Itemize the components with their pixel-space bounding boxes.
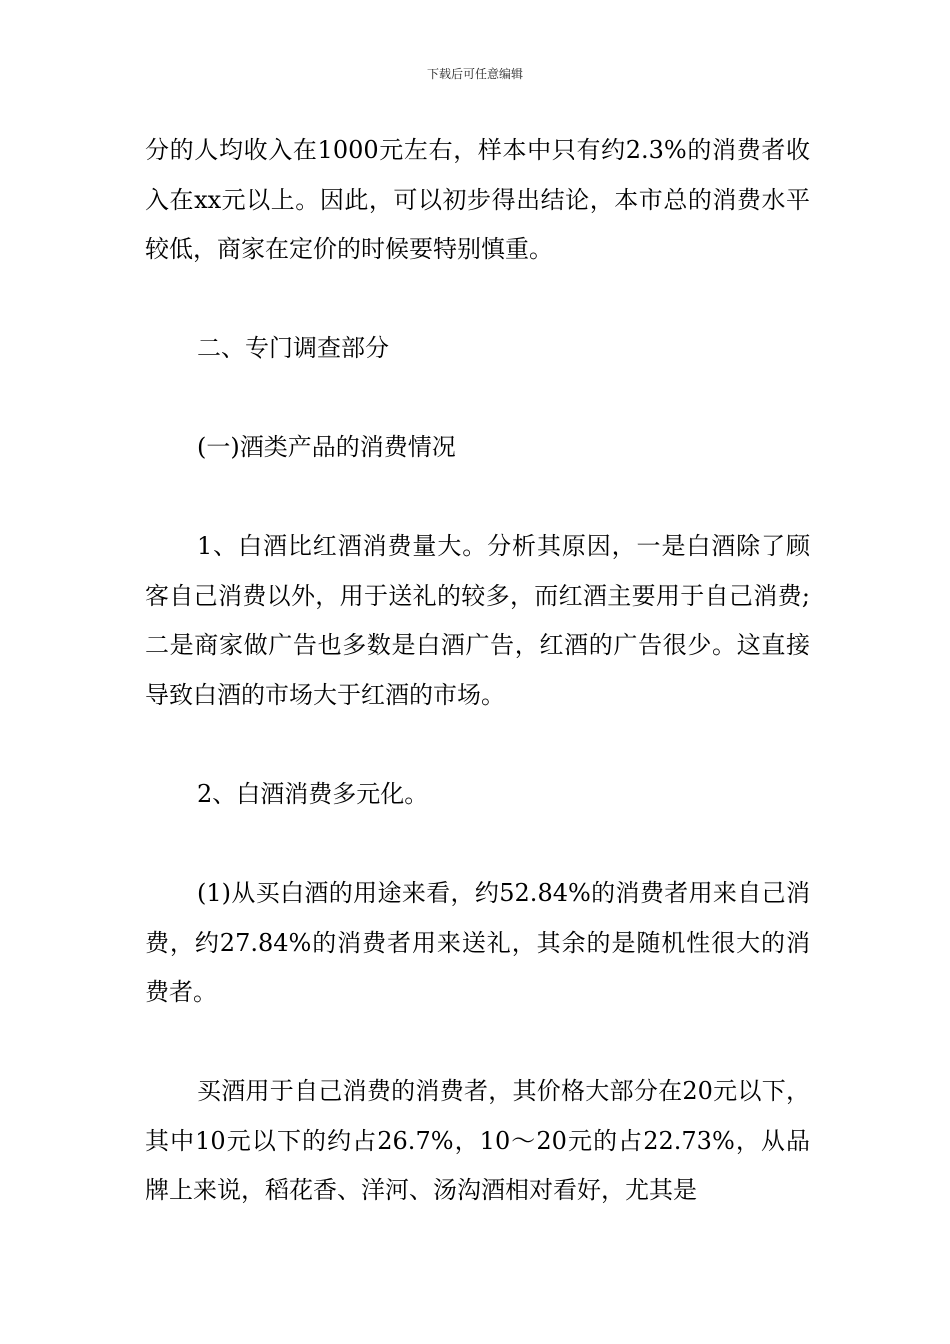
page-header-note: 下载后可任意编辑 <box>426 67 523 81</box>
paragraph-purchase-purpose: (1)从买白酒的用途来看，约52.84%的消费者用来自己消费，约27.84%的消费者用来送礼，其余的是随机性很大的消费者。 <box>145 879 810 1006</box>
paragraph-self-consumption-price: 买酒用于自己消费的消费者，其价格大部分在20元以下，其中10元以下的约占26.7%，10～20元的占22.73%，从品牌上来说，稻花香、洋河、汤沟酒相对看好，尤其是 <box>145 1077 810 1204</box>
paragraph-baijiu-vs-wine: 1、白酒比红酒消费量大。分析其原因，一是白酒除了顾客自己消费以外，用于送礼的较多，而红酒主要用于自己消费;二是商家做广告也多数是白酒广告，红酒的广告很少。这直接导致白酒的市场大于红酒的市场。 <box>145 532 810 709</box>
section-heading-special-survey: 二、专门调查部分 <box>197 334 389 362</box>
paragraph-income-conclusion: 分的人均收入在1000元左右，样本中只有约2.3%的消费者收入在xx元以上。因此，可以初步得出结论，本市总的消费水平较低，商家在定价的时候要特别慎重。 <box>145 136 810 263</box>
paragraph-baijiu-diversification: 2、白酒消费多元化。 <box>197 780 429 808</box>
subsection-heading-liquor-consumption: (一)酒类产品的消费情况 <box>197 433 456 461</box>
